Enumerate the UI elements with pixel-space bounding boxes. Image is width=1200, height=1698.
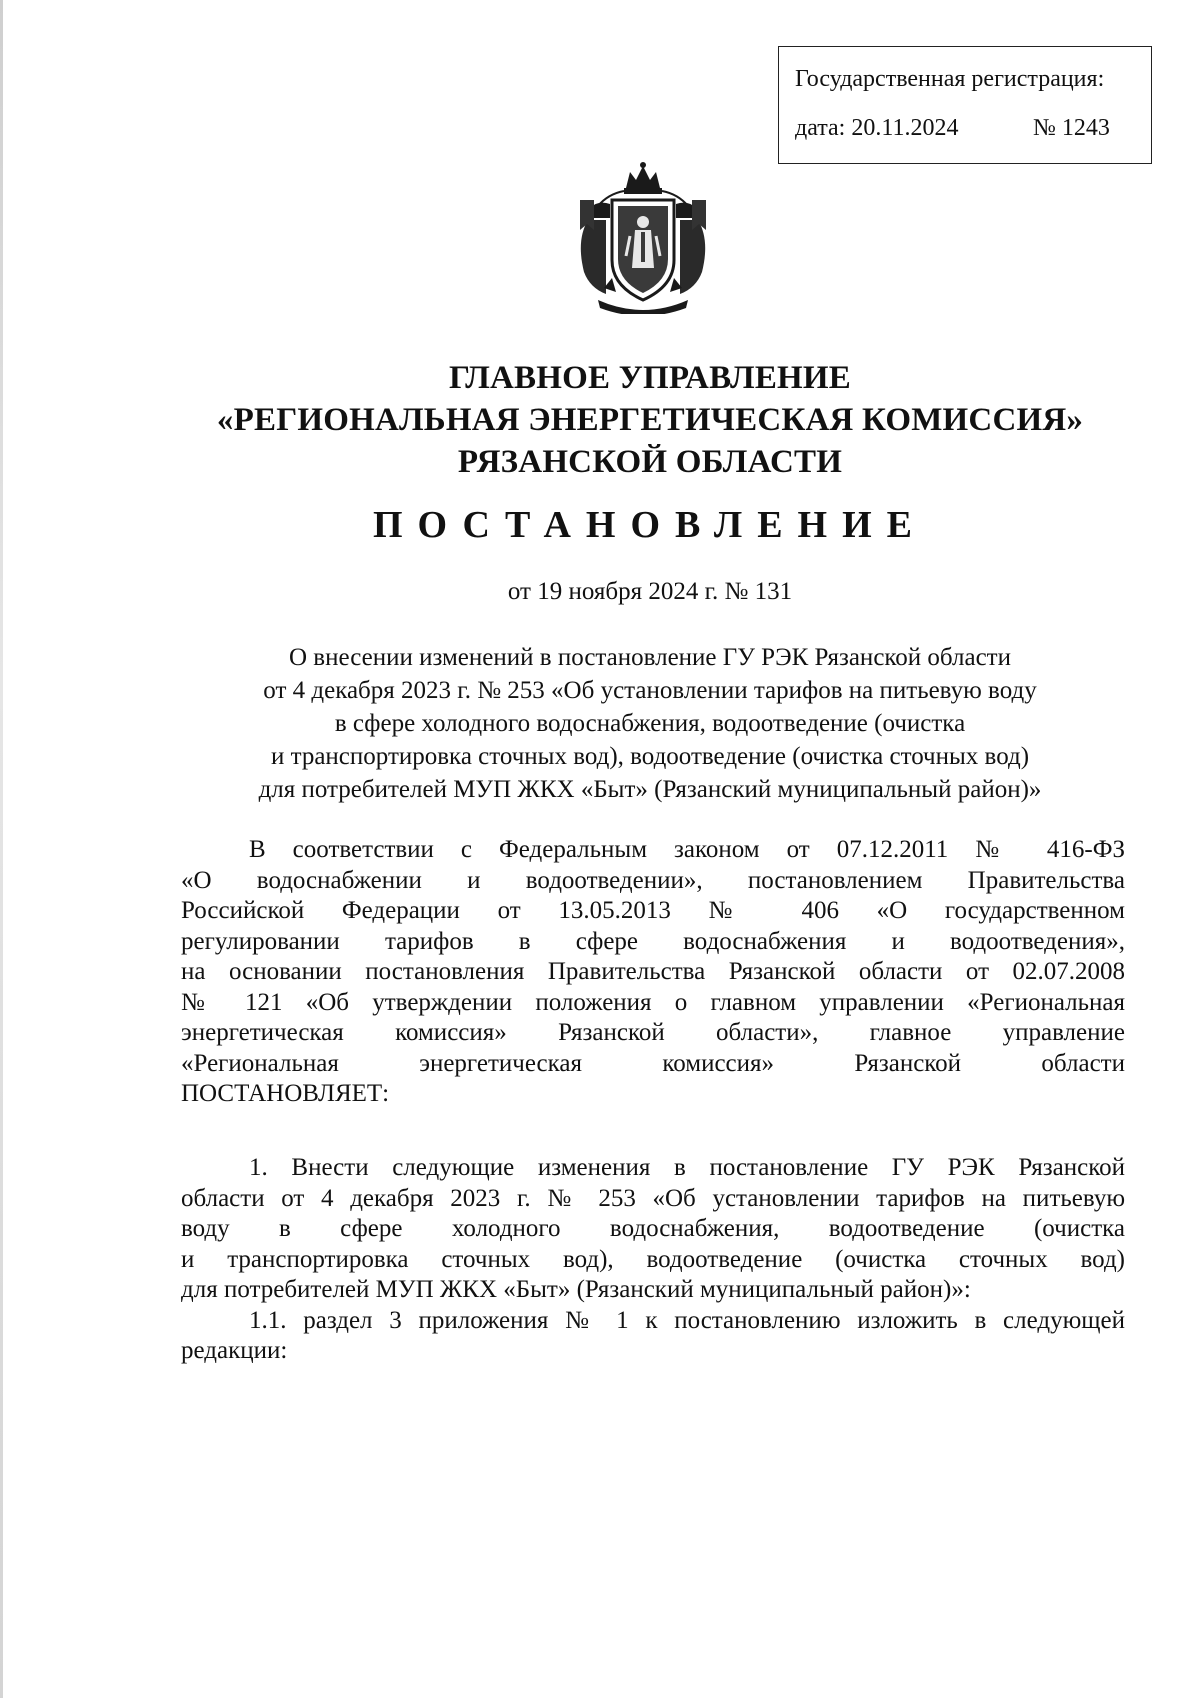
organization-name bbox=[100, 357, 1200, 483]
document-type: ПОСТАНОВЛЕНИЕ bbox=[372, 504, 928, 546]
preamble-line: «О водоснабжении и водоотведении», постановлением Правительства bbox=[181, 866, 1125, 894]
preamble-line: энергетическая комиссия» Рязанской области», главное управление bbox=[181, 1019, 1125, 1046]
scan-edge bbox=[0, 0, 3, 1698]
preamble-line: № 121 «Об утверждении положения о главном управлении «Региональная bbox=[181, 988, 1125, 1016]
registration-title: Государственная регистрация: bbox=[795, 66, 1105, 92]
preamble-line: В соответствии с Федеральным законом от 07.12.2011 № 416-ФЗ bbox=[249, 836, 1125, 863]
document-subject bbox=[100, 641, 1200, 806]
subject-line: в сфере холодного водоснабжения, водоотведение (очистка bbox=[334, 710, 966, 737]
document-date-number: от 19 ноября 2024 г. № 131 bbox=[507, 578, 793, 605]
preamble-line: на основании постановления Правительства Рязанской области от 02.07.2008 bbox=[181, 958, 1125, 985]
organization-line: «РЕГИОНАЛЬНАЯ ЭНЕРГЕТИЧЕСКАЯ КОМИССИЯ» bbox=[216, 402, 1084, 438]
subject-line: О внесении изменений в постановление ГУ РЭК Рязанской области bbox=[289, 644, 1011, 671]
preamble-line: регулировании тарифов в сфере водоснабжения и водоотведения», bbox=[181, 927, 1125, 955]
registration-date: дата: 20.11.2024 bbox=[795, 115, 959, 141]
clause-1-line: области от 4 декабря 2023 г. № 253 «Об установлении тарифов на питьевую bbox=[181, 1184, 1125, 1212]
clause-1-line: для потребителей МУП ЖКХ «Быт» (Рязанский муниципальный район)»: bbox=[181, 1276, 971, 1303]
clause-1-line: воду в сфере холодного водоснабжения, водоотведение (очистка bbox=[181, 1215, 1125, 1242]
clause-1-1-line: 1.1. раздел 3 приложения № 1 к постановлению изложить в следующей bbox=[249, 1306, 1125, 1334]
organization-line: РЯЗАНСКОЙ ОБЛАСТИ bbox=[457, 444, 843, 480]
preamble-paragraph bbox=[181, 835, 1125, 1110]
clause-1-1-line: редакции: bbox=[181, 1337, 288, 1364]
registration-stamp bbox=[778, 46, 1152, 164]
preamble-line: Российской Федерации от 13.05.2013 № 406 «О государственном bbox=[181, 897, 1125, 924]
clause-1-line: и транспортировка сточных вод), водоотведение (очистка сточных вод) bbox=[181, 1245, 1125, 1273]
preamble-line: ПОСТАНОВЛЯЕТ: bbox=[181, 1080, 390, 1107]
ryazan-coat-of-arms-icon bbox=[568, 160, 718, 314]
subject-line: для потребителей МУП ЖКХ «Быт» (Рязанский муниципальный район)» bbox=[258, 776, 1042, 803]
registration-number: № 1243 bbox=[1033, 115, 1110, 141]
clause-1 bbox=[181, 1153, 1125, 1367]
subject-line: от 4 декабря 2023 г. № 253 «Об установлении тарифов на питьевую воду bbox=[263, 677, 1037, 704]
organization-line: ГЛАВНОЕ УПРАВЛЕНИЕ bbox=[448, 360, 851, 396]
preamble-line: «Региональная энергетическая комиссия» Рязанской области bbox=[181, 1049, 1125, 1077]
subject-line: и транспортировка сточных вод), водоотведение (очистка сточных вод) bbox=[270, 743, 1030, 770]
clause-1-line: 1. Внести следующие изменения в постановление ГУ РЭК Рязанской bbox=[249, 1154, 1125, 1181]
